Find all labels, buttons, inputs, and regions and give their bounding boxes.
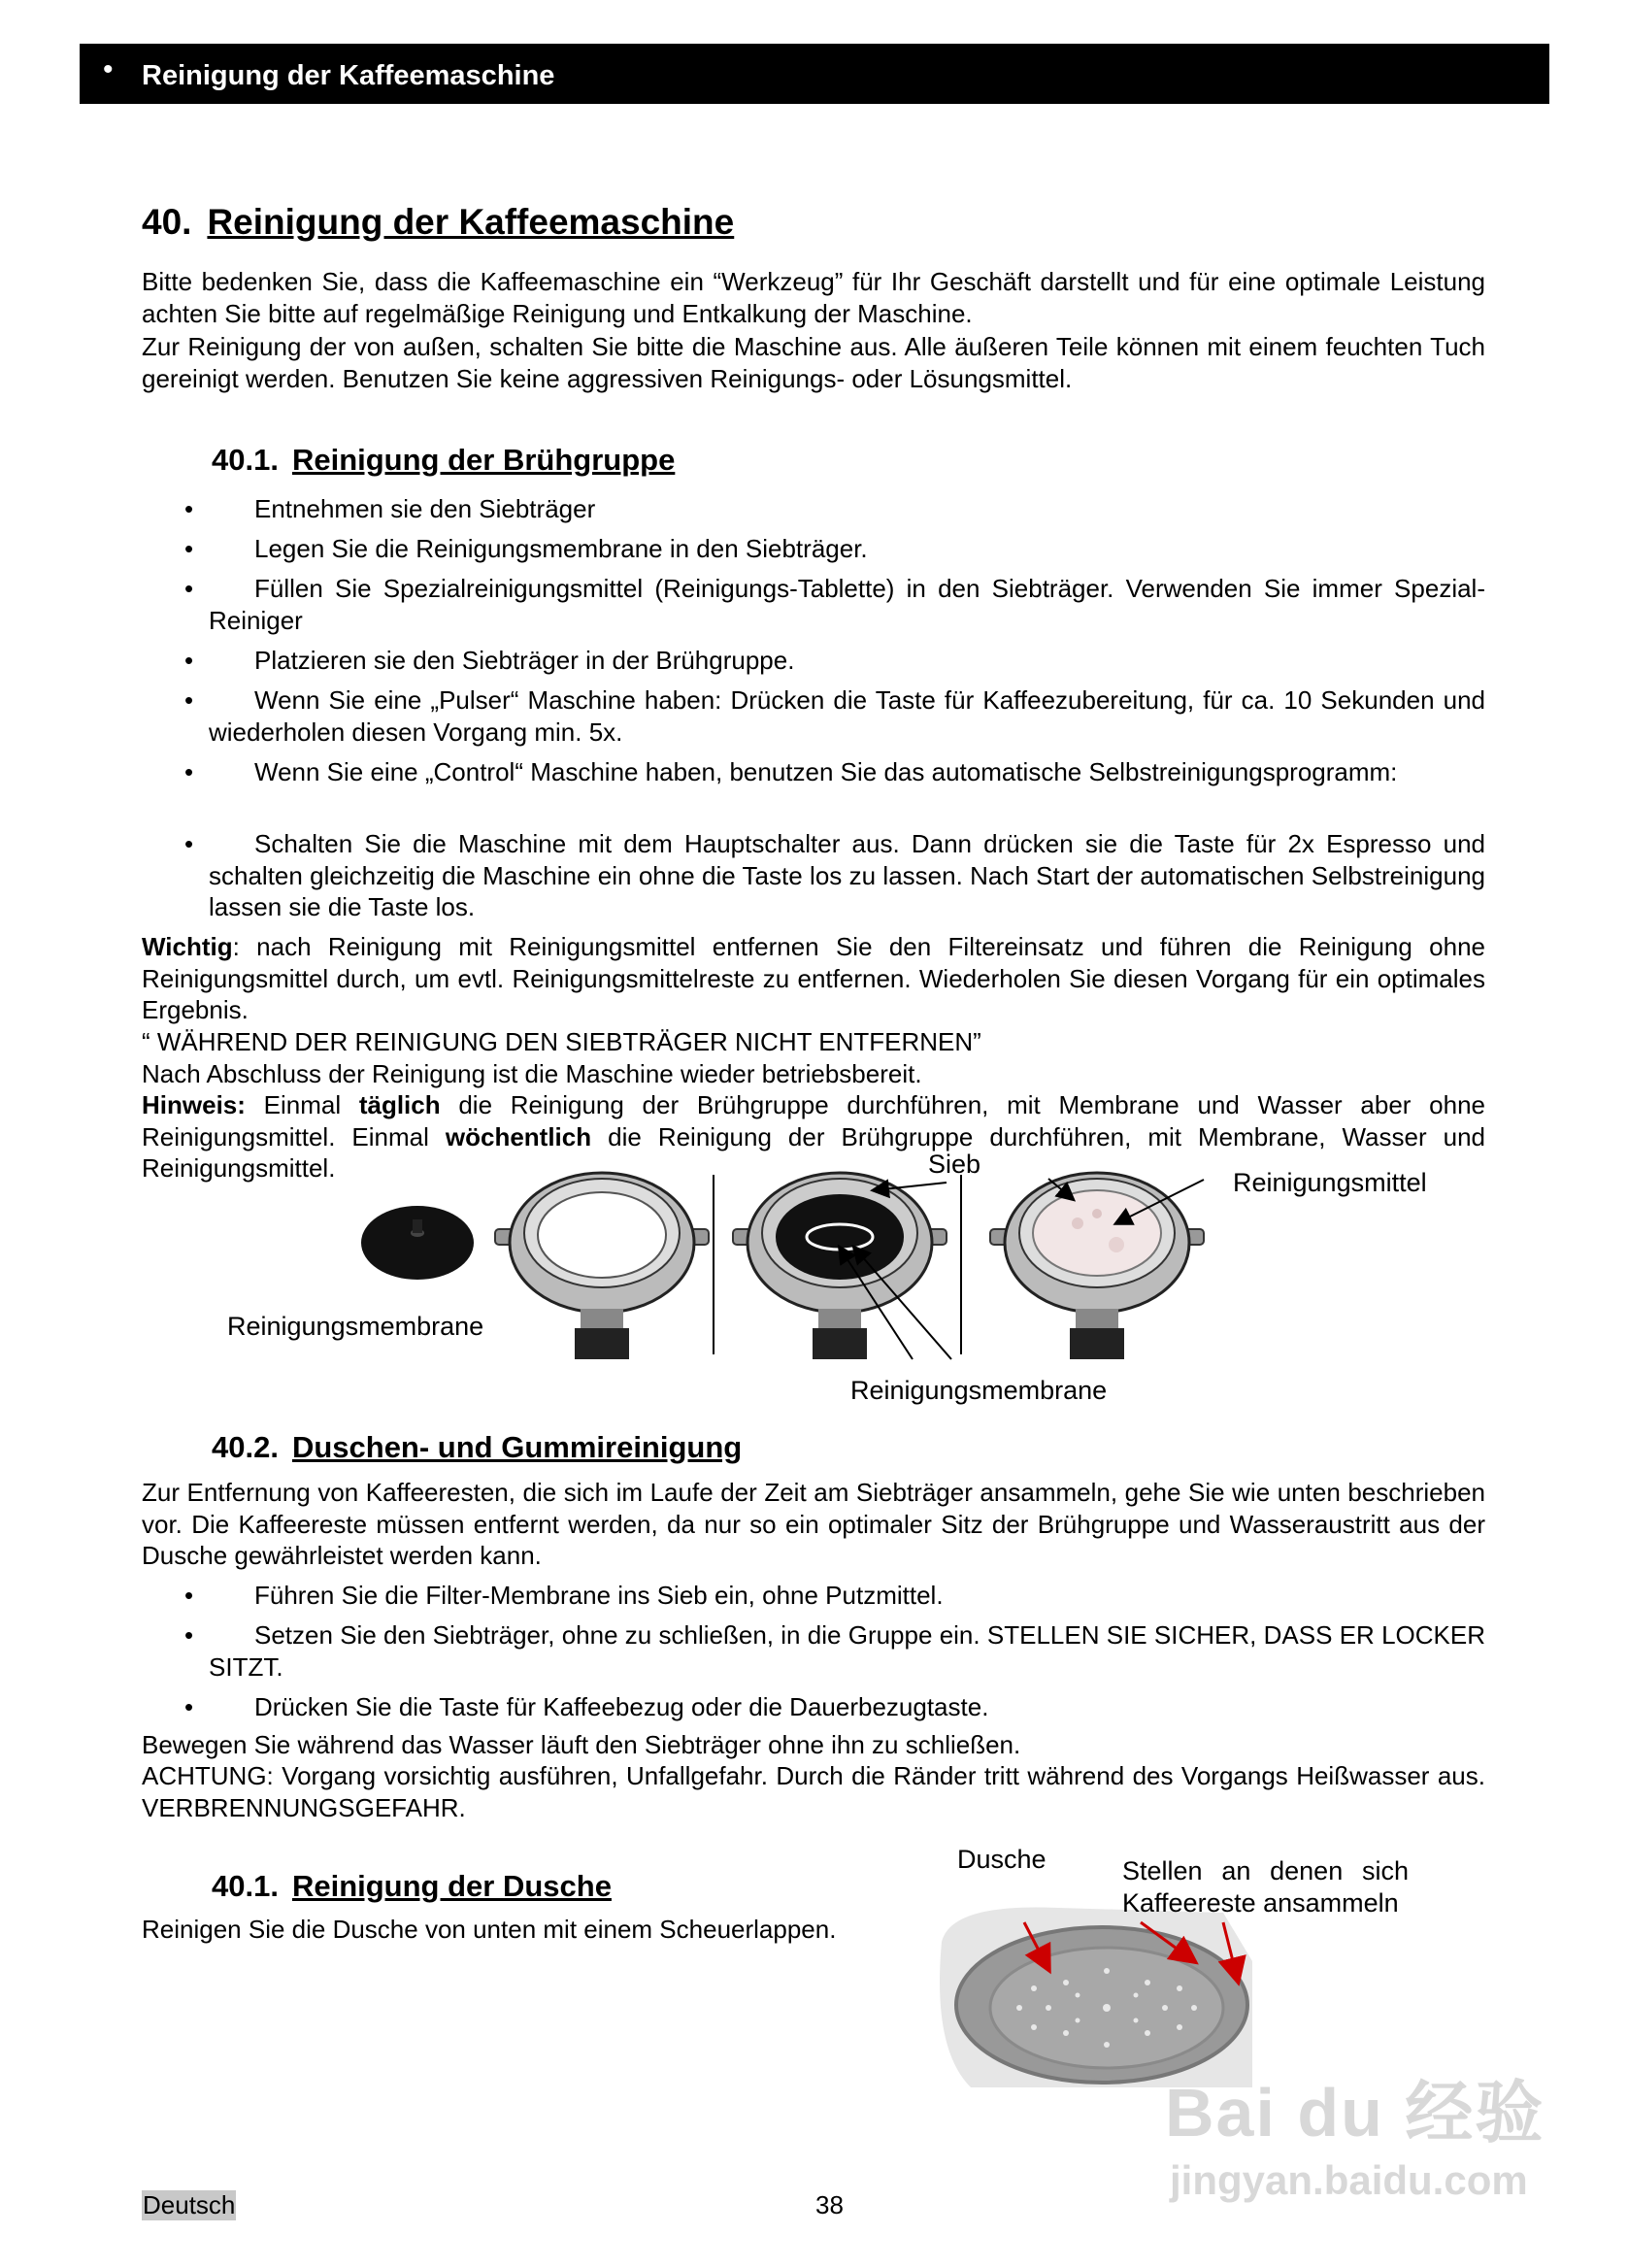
watermark-brand: Bai du 经验 bbox=[1165, 2075, 1545, 2151]
portafilter-empty bbox=[495, 1173, 709, 1359]
label-stellen-2: Kaffeereste ansammeln bbox=[1122, 1888, 1399, 1918]
section-403-heading bbox=[212, 1869, 612, 1904]
header-title: Reinigung der Kaffeemaschine bbox=[142, 60, 555, 91]
section-403-title: Reinigung der Dusche bbox=[291, 1869, 612, 1903]
list-item: • Schalten Sie die Maschine mit dem Hauptschalter aus. Dann drücken sie die Taste für 2x Espresso und schalten gleichzeitig die Maschine ein ohne die Taste los zu lassen. Nach Start der automatischen Selbstreinigung lassen sie die Taste los. bbox=[184, 829, 1485, 921]
label-dusche: Dusche bbox=[957, 1845, 1047, 1874]
label-stellen-1: Stellen an denen sich bbox=[1122, 1856, 1409, 1885]
portafilter-with-detergent bbox=[990, 1173, 1204, 1359]
section-40-intro-1: Bitte bedenken Sie, dass die Kaffeemaschine ein “Werkzeug” für Ihr Geschäft darstellt und für eine optimale Leistung achten Sie bitte auf regelmäßige Reinigung und Entkalkung der Maschine. bbox=[142, 267, 1485, 328]
page-number: 38 bbox=[815, 2190, 844, 2219]
list-item: • Führen Sie die Filter-Membrane ins Sieb ein, ohne Putzmittel. bbox=[184, 1581, 944, 1610]
watermark-url: jingyan.baidu.com bbox=[1170, 2157, 1528, 2203]
footer-language: Deutsch bbox=[143, 2190, 236, 2219]
section-402-intro: Zur Entfernung von Kaffeeresten, die sich im Laufe der Zeit am Siebträger ansammeln, gehe Sie wie unten beschrieben vor. Die Kaffeereste müssen entfernt werden, da nur so ein optimaler Sitz der Brühgruppe und Wasseraustritt aus der Dusche gewährleistet werden kann. bbox=[142, 1478, 1485, 1570]
list-item: • Wenn Sie eine „Pulser“ Maschine haben: Drücken die Taste für Kaffeezubereitung, für ca. 10 Sekunden und wiederholen diesen Vorgang min. 5x. bbox=[184, 685, 1485, 747]
label-sieb: Sieb bbox=[928, 1150, 981, 1179]
section-403-number: 40.1. bbox=[212, 1869, 279, 1903]
section-401-number: 40.1. bbox=[212, 443, 279, 477]
section-401-heading bbox=[212, 443, 675, 478]
section-402-number: 40.2. bbox=[212, 1430, 279, 1464]
move-line: Bewegen Sie während das Wasser läuft den Siebträger ohne ihn zu schließen. bbox=[142, 1730, 1021, 1759]
wichtig-paragraph: Wichtig: nach Reinigung mit Reinigungsmittel entfernen Sie den Filtereinsatz und führen die Reinigung ohne Reinigungsmittel durch, um evtl. Reinigungsmittelreste zu entfernen. Wiederholen Sie diesen Vorgang für ein optimales Ergebnis. bbox=[142, 932, 1485, 1024]
after-cleaning-line: Nach Abschluss der Reinigung ist die Maschine wieder betriebsbereit. bbox=[142, 1059, 922, 1088]
section-40-title: Reinigung der Kaffeemaschine bbox=[207, 202, 735, 242]
list-item: • Drücken Sie die Taste für Kaffeebezug oder die Dauerbezugtaste. bbox=[184, 1692, 989, 1721]
list-item: • Wenn Sie eine „Control“ Maschine haben, benutzen Sie das automatische Selbstreinigungsprogramm: bbox=[184, 757, 1398, 786]
warning-line: “ WÄHREND DER REINIGUNG DEN SIEBTRÄGER NICHT ENTFERNEN” bbox=[142, 1027, 981, 1056]
membrane-disc bbox=[361, 1206, 474, 1280]
header-bar bbox=[80, 44, 1549, 104]
section-40-number: 40. bbox=[142, 202, 192, 242]
list-item: • Legen Sie die Reinigungsmembrane in den Siebträger. bbox=[184, 534, 868, 563]
list-item: • Setzen Sie den Siebträger, ohne zu schließen, in die Gruppe ein. STELLEN SIE SICHER, DASS ER LOCKER SITZT. bbox=[184, 1620, 1485, 1682]
section-403-text: Reinigen Sie die Dusche von unten mit einem Scheuerlappen. bbox=[142, 1915, 837, 1944]
section-402-heading bbox=[212, 1430, 742, 1465]
label-reinigungsmittel: Reinigungsmittel bbox=[1233, 1168, 1427, 1197]
label-membrane-left: Reinigungsmembrane bbox=[227, 1312, 484, 1341]
list-item: • Entnehmen sie den Siebträger bbox=[184, 494, 596, 523]
label-membrane-bottom: Reinigungsmembrane bbox=[850, 1376, 1108, 1405]
section-40-heading bbox=[142, 202, 734, 243]
portafilter-with-membrane bbox=[733, 1173, 947, 1359]
list-item: • Platzieren sie den Siebträger in der Brühgruppe. bbox=[184, 646, 795, 675]
caution-paragraph: ACHTUNG: Vorgang vorsichtig ausführen, Unfallgefahr. Durch die Ränder tritt während des Vorgangs Heißwasser aus. VERBRENNUNGSGEFAHR. bbox=[142, 1761, 1485, 1822]
hinweis-paragraph: Hinweis: Einmal täglich die Reinigung der Brühgruppe durchführen, mit Membrane und Wasser aber ohne Reinigungsmittel. Einmal wöchentlich die Reinigung der Brühgruppe durchführen, mit Membrane, Wasser und Reinigungsmittel. bbox=[142, 1090, 1486, 1183]
section-402-title: Duschen- und Gummireinigung bbox=[291, 1430, 743, 1464]
list-item: • Füllen Sie Spezialreinigungsmittel (Reinigungs-Tablette) in den Siebträger. Verwenden Sie immer Spezial-Reiniger bbox=[184, 574, 1485, 635]
header-bullet: • bbox=[103, 53, 114, 85]
section-40-intro-2: Zur Reinigung der von außen, schalten Sie bitte die Maschine aus. Alle äußeren Teile können mit einem feuchten Tuch gereinigt werden. Benutzen Sie keine aggressiven Reinigungs- oder Lösungsmittel. bbox=[142, 332, 1485, 393]
section-401-title: Reinigung der Brühgruppe bbox=[291, 443, 676, 477]
